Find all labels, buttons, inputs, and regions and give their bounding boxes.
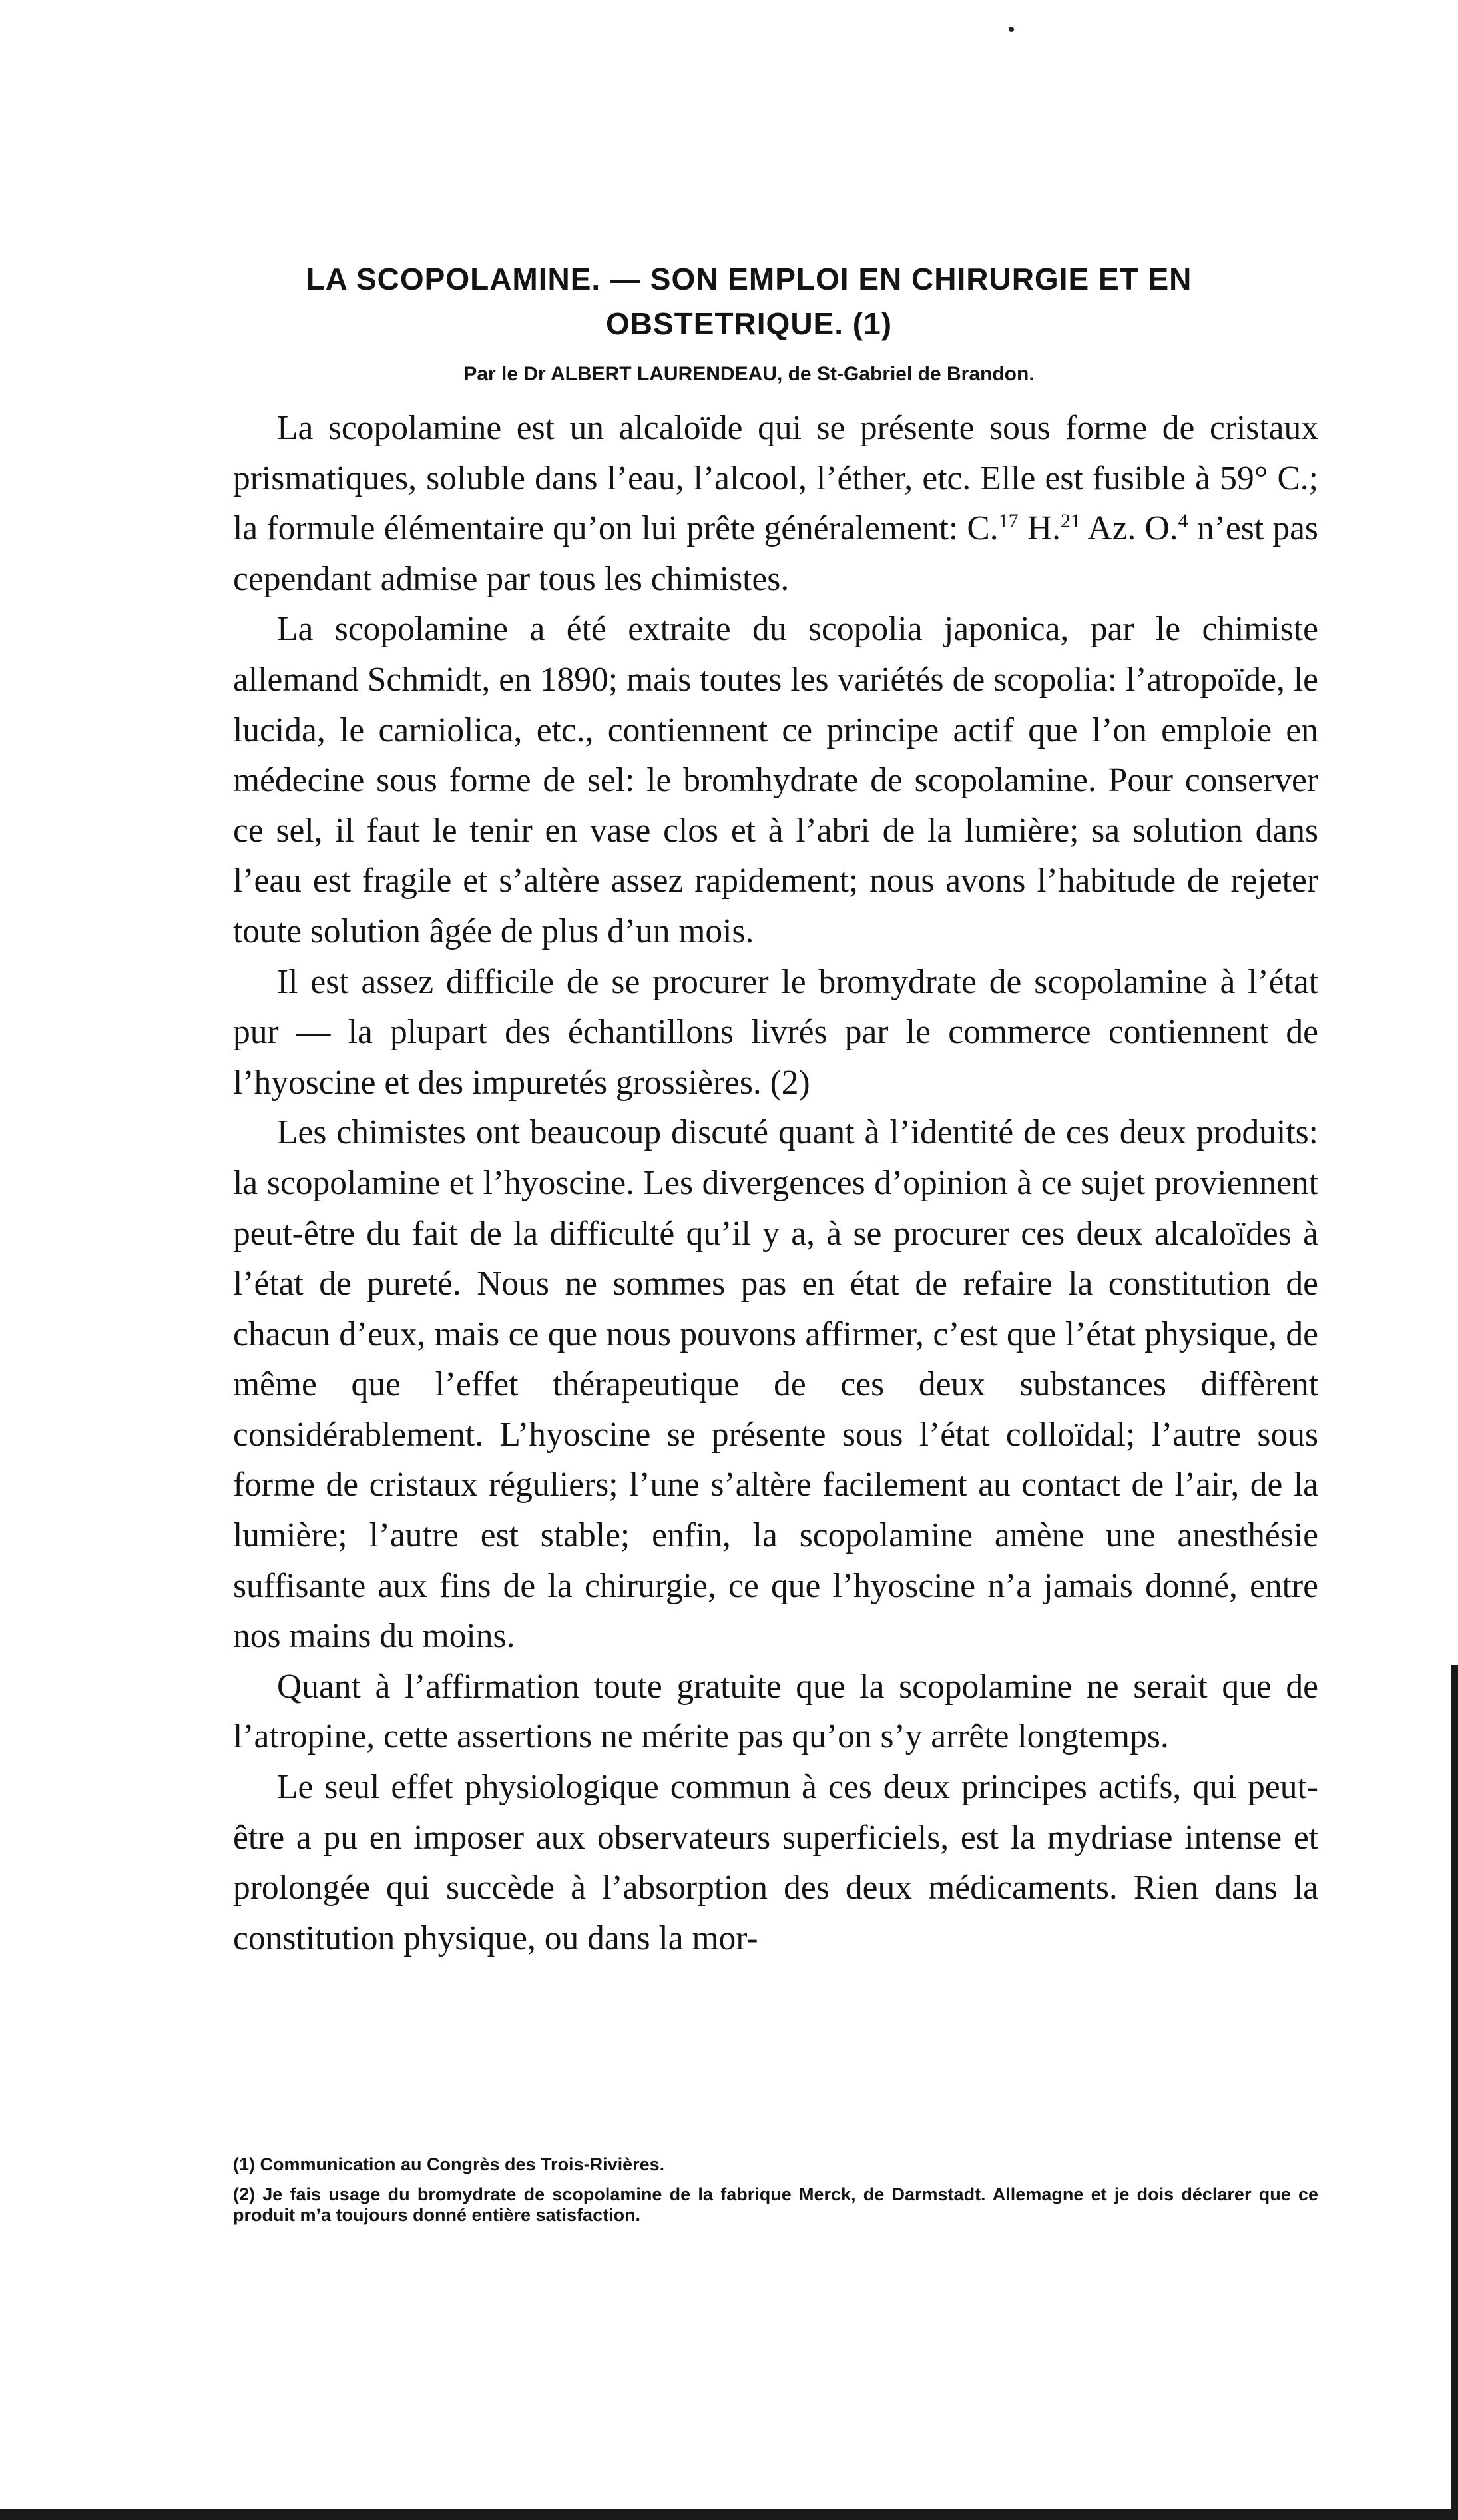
page-dot <box>1009 27 1014 32</box>
formula-index-o: 4 <box>1178 510 1188 533</box>
paragraph-1-text-c: Az. O. <box>1080 509 1178 548</box>
formula-index-h: 21 <box>1060 510 1081 533</box>
footnotes <box>233 2154 1318 2235</box>
article-body <box>233 403 1318 1963</box>
article-title-line-1: LA SCOPOLAMINE. — SON EMPLOI EN CHIRURGIE ET EN <box>306 262 1192 296</box>
footnote-2: (2) Je fais usage du bromydrate de scopolamine de la fabrique Merck, de Darmstadt. Allemagne et je dois déclarer que ce produit m’a toujours donné entière satisfaction. <box>233 2184 1318 2225</box>
corner-mark <box>1385 5 1431 21</box>
paragraph-6: Le seul effet physiologique commun à ces deux principes actifs, qui peut-être a pu en imposer aux observateurs superficiels, est la mydriase intense et prolongée qui succède à l’absorption des deux médicaments. Rien dans la constitution physique, ou dans la mor- <box>233 1768 1318 1957</box>
scan-edge-right <box>1451 1665 1458 2517</box>
paragraph-1-text-d: n’est pas cependant admise par tous les chimistes. <box>233 509 1318 598</box>
paragraph-1 <box>233 403 1318 604</box>
paragraph-1-text-b: H. <box>1018 509 1061 548</box>
paragraph-3: Il est assez difficile de se procurer le bromydrate de scopolamine à l’état pur — la plupart des échantillons livrés par le commerce contiennent de l’hyoscine et des impuretés grossières. (2) <box>233 962 1318 1102</box>
formula-index-c: 17 <box>998 510 1019 533</box>
article-title-line-2: OBSTETRIQUE. (1) <box>605 306 893 341</box>
paragraph-1-text-a: La scopolamine est un alcaloïde qui se présente sous forme de cristaux prismatiques, soluble dans l’eau, l’alcool, l’éther, etc. Elle est fusible à 59° C.; la formule élémentaire qu’on lui prête généralement: C. <box>233 409 1318 548</box>
paragraph-4: Les chimistes ont beaucoup discuté quant à l’identité de ces deux produits: la scopolamine et l’hyoscine. Les divergences d’opinion à ce sujet proviennent peut-être du fait de la difficulté qu’il y a, à se procurer ces deux alcaloïdes à l’état de pureté. Nous ne sommes pas en état de refaire la constitution de chacun d’eux, mais ce que nous pouvons affirmer, c’est que l’état physique, de même que l’effet thérapeutique de ces deux substances diffèrent considérablement. L’hyoscine se présente sous l’état colloïdal; l’autre sous forme de cristaux réguliers; l’une s’altère facilement au contact de l’air, de la lumière; l’autre est stable; enfin, la scopolamine amène une anesthésie suffisante aux fins de la chirurgie, ce que l’hyoscine n’a jamais donné, entre nos mains du moins. <box>233 1113 1318 1656</box>
scan-edge-bottom <box>0 2509 1458 2520</box>
paragraph-2: La scopolamine a été extraite du scopolia japonica, par le chimiste allemand Schmidt, en 1890; mais toutes les variétés de scopolia: l’atropoïde, le lucida, le carniolica, etc., contiennent ce principe actif que l’on emploie en médecine sous forme de sel: le bromhydrate de scopolamine. Pour conserver ce sel, il faut le tenir en vase clos et à l’abri de la lumière; sa solution dans l’eau est fragile et s’altère assez rapidement; nous avons l’habitude de rejeter toute solution âgée de plus d’un mois. <box>233 610 1318 950</box>
author-byline: Par le Dr ALBERT LAURENDEAU, de St-Gabriel de Brandon. <box>463 363 1035 385</box>
paragraph-5: Quant à l’affirmation toute gratuite que la scopolamine ne serait que de l’atropine, cette assertions ne mérite pas qu’on s’y arrête longtemps. <box>233 1667 1318 1756</box>
footnote-1: (1) Communication au Congrès des Trois-Rivières. <box>233 2154 665 2174</box>
